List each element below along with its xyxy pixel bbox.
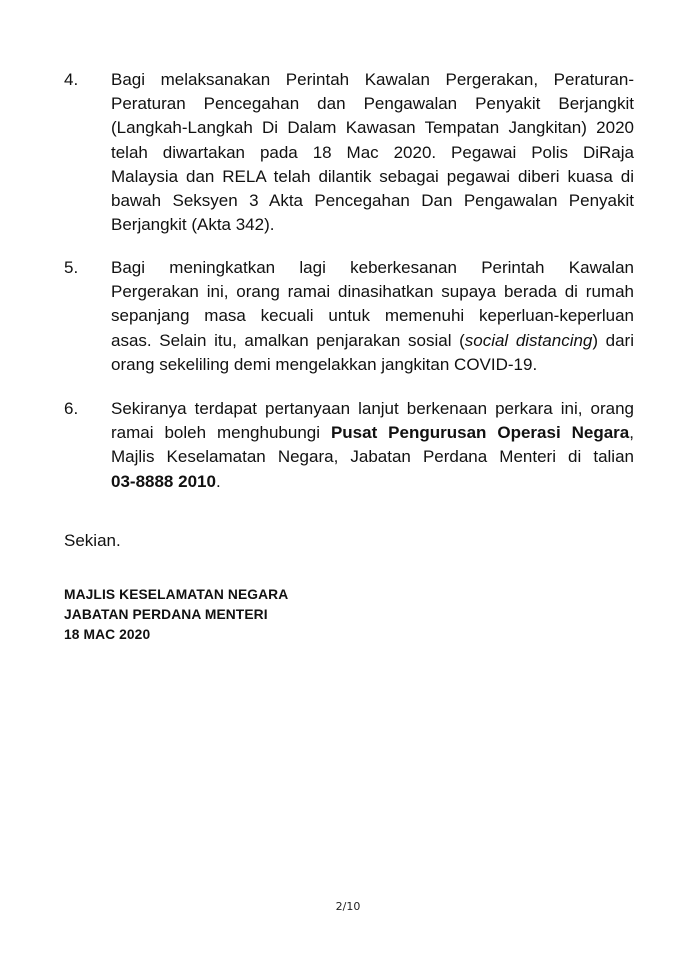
paragraph-line: bawah Seksyen 3 Akta Pencegahan Dan Pengawalan Penyakit (111, 190, 634, 210)
signature-date: 18 MAC 2020 (64, 627, 151, 642)
paragraph-line: (Langkah-Langkah Di Dalam Kawasan Tempatan Jangkitan) 2020 (111, 118, 634, 138)
paragraph-line (111, 421, 634, 445)
paragraph-body (111, 397, 634, 494)
paragraph-line: Sekiranya terdapat pertanyaan lanjut berkenaan perkara ini, orang (111, 399, 634, 418)
page-number: 2/10 (335, 900, 361, 913)
signature-organization: MAJLIS KESELAMATAN NEGARA (64, 587, 289, 602)
paragraph-line: Pergerakan ini, orang ramai dinasihatkan supaya berada di rumah (111, 282, 634, 302)
line-text: ) dari (592, 330, 634, 350)
line-text: ramai boleh menghubungi (111, 423, 331, 443)
paragraph-body (111, 256, 634, 377)
paragraph-line: telah diwartakan pada 18 Mac 2020. Pegawai Polis DiRaja (111, 142, 634, 162)
paragraph-line: Bagi meningkatkan lagi keberkesanan Perintah Kawalan (111, 258, 634, 277)
paragraph-number: 4. (64, 70, 79, 89)
line-text: asas. Selain itu, amalkan penjarakan sosial ( (111, 330, 465, 350)
paragraph-line: Majlis Keselamatan Negara, Jabatan Perdana Menteri di talian (111, 447, 634, 467)
paragraph-line: Bagi melaksanakan Perintah Kawalan Pergerakan, Peraturan- (111, 70, 634, 89)
signature-department: JABATAN PERDANA MENTERI (64, 607, 268, 622)
paragraph-line: Berjangkit (Akta 342). (111, 215, 275, 235)
paragraph-line: Malaysia dan RELA telah dilantik sebagai pegawai diberi kuasa di (111, 166, 634, 186)
italic-term: social distancing (464, 330, 593, 350)
paragraph-number: 5. (64, 258, 79, 277)
paragraph-body (111, 68, 634, 237)
contact-center-name: Pusat Pengurusan Operasi Negara (330, 423, 630, 443)
phone-number: 03-8888 2010 (111, 471, 216, 491)
paragraph-line: sepanjang masa kecuali untuk memenuhi keperluan-keperluan (111, 306, 634, 326)
line-text: , (629, 423, 634, 443)
paragraph-line (111, 470, 634, 494)
paragraph-number: 6. (64, 399, 79, 418)
paragraph-line: Peraturan Pencegahan dan Pengawalan Penyakit Berjangkit (111, 94, 634, 114)
paragraph-line (111, 329, 634, 353)
closing-text: Sekian. (64, 531, 121, 550)
paragraph-line: orang sekeliling demi mengelakkan jangkitan COVID-19. (111, 354, 538, 374)
line-text: . (215, 471, 221, 491)
